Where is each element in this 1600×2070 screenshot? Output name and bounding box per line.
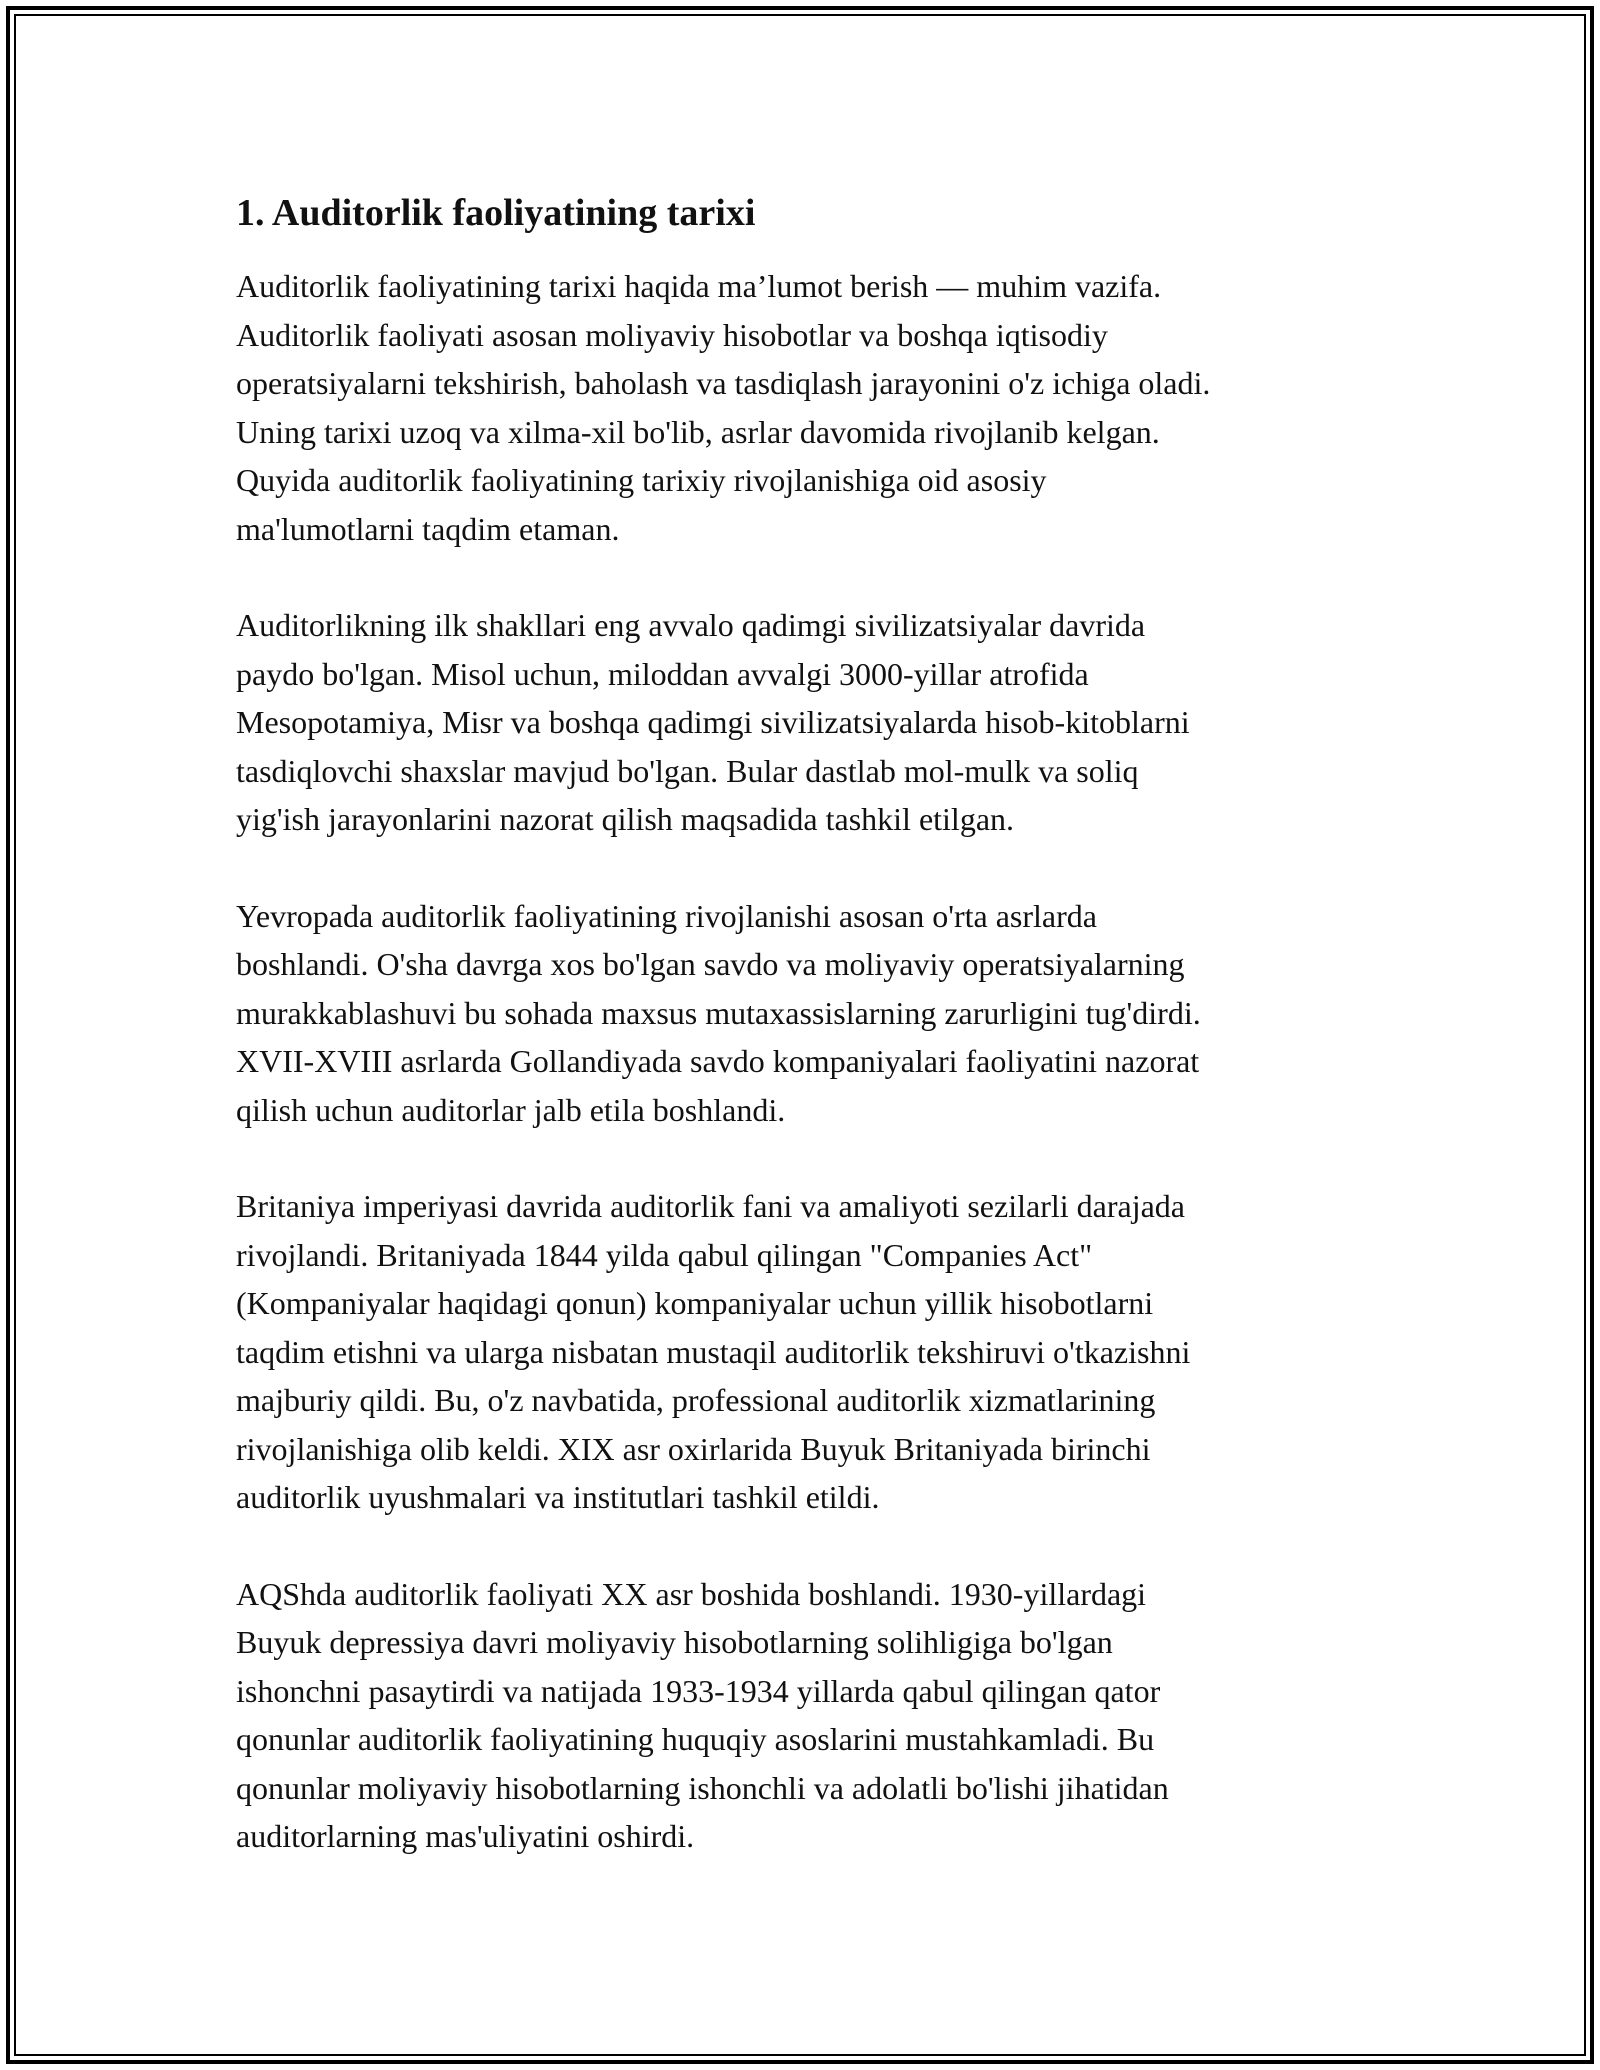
document-body: [236, 186, 1376, 1909]
text-line: XVII-XVIII asrlarda Gollandiyada savdo kompaniyalari faoliyatini nazorat: [236, 1043, 1200, 1079]
text-line: qonunlar moliyaviy hisobotlarning ishonchli va adolatli bo'lishi jihatidan: [236, 1769, 1169, 1806]
text-line: auditorlik uyushmalari va institutlari tashkil etildi.: [236, 1479, 880, 1515]
text-line: rivojlanishiga olib keldi. XIX asr oxirlarida Buyuk Britaniyada birinchi: [236, 1430, 1151, 1467]
text-line: Auditorlik faoliyati asosan moliyaviy hisobotlar va boshqa iqtisodiy: [236, 316, 1108, 353]
text-line: yig'ish jarayonlarini nazorat qilish maqsadida tashkil etilgan.: [236, 801, 1015, 837]
text-line: taqdim etishni va ularga nisbatan mustaqil auditorlik tekshiruvi o'tkazishni: [236, 1333, 1191, 1370]
text-line: Auditorlikning ilk shakllari eng avvalo qadimgi sivilizatsiyalar davrida: [236, 607, 1146, 643]
text-line: ma'lumotlarni taqdim etaman.: [236, 510, 620, 547]
section-heading: 1. Auditorlik faoliyatining tarixi: [236, 192, 756, 234]
text-line: Buyuk depressiya davri moliyaviy hisobotlarning solihligiga bo'lgan: [236, 1624, 1113, 1660]
text-line: AQShda auditorlik faoliyati XX asr boshida boshlandi. 1930-yillardagi: [236, 1575, 1147, 1612]
text-line: qilish uchun auditorlar jalb etila boshlandi.: [236, 1091, 786, 1128]
text-line: (Kompaniyalar haqidagi qonun) kompaniyalar uchun yillik hisobotlarni: [236, 1285, 1154, 1321]
text-line: auditorlarning mas'uliyatini oshirdi.: [236, 1818, 695, 1854]
text-line: Britaniya imperiyasi davrida auditorlik fani va amaliyoti sezilarli darajada: [236, 1188, 1185, 1224]
paragraph-usa: [236, 1570, 1376, 1861]
text-line: Quyida auditorlik faoliyatining tarixiy rivojlanishiga oid asosiy: [236, 462, 1047, 498]
paragraph-britain: [236, 1182, 1376, 1522]
text-line: Uning tarixi uzoq va xilma-xil bo'lib, asrlar davomida rivojlanib kelgan.: [236, 413, 1160, 450]
text-line: murakkablashuvi bu sohada maxsus mutaxassislarning zarurligini tug'dirdi.: [236, 994, 1201, 1031]
text-line: paydo bo'lgan. Misol uchun, miloddan avvalgi 3000-yillar atrofida: [236, 655, 1089, 692]
text-line: ishonchni pasaytirdi va natijada 1933-1934 yillarda qabul qilingan qator: [236, 1672, 1161, 1709]
text-line: boshlandi. O'sha davrga xos bo'lgan savdo va moliyaviy operatsiyalarning: [236, 946, 1185, 982]
text-line: Auditorlik faoliyatining tarixi haqida ma’lumot berish — muhim vazifa.: [236, 268, 1162, 304]
paragraph-intro: [236, 262, 1376, 553]
paragraph-ancient: [236, 601, 1376, 844]
text-line: qonunlar auditorlik faoliyatining huquqiy asoslarini mustahkamladi. Bu: [236, 1721, 1155, 1757]
paragraph-europe: [236, 892, 1376, 1135]
text-line: tasdiqlovchi shaxslar mavjud bo'lgan. Bular dastlab mol-mulk va soliq: [236, 752, 1139, 789]
text-line: Yevropada auditorlik faoliyatining rivojlanishi asosan o'rta asrlarda: [236, 897, 1097, 934]
text-line: rivojlandi. Britaniyada 1844 yilda qabul qilingan "Companies Act": [236, 1236, 1093, 1273]
text-line: Mesopotamiya, Misr va boshqa qadimgi sivilizatsiyalarda hisob-kitoblarni: [236, 704, 1190, 740]
text-line: majburiy qildi. Bu, o'z navbatida, professional auditorlik xizmatlarining: [236, 1382, 1156, 1418]
text-line: operatsiyalarni tekshirish, baholash va tasdiqlash jarayonini o'z ichiga oladi.: [236, 365, 1211, 401]
